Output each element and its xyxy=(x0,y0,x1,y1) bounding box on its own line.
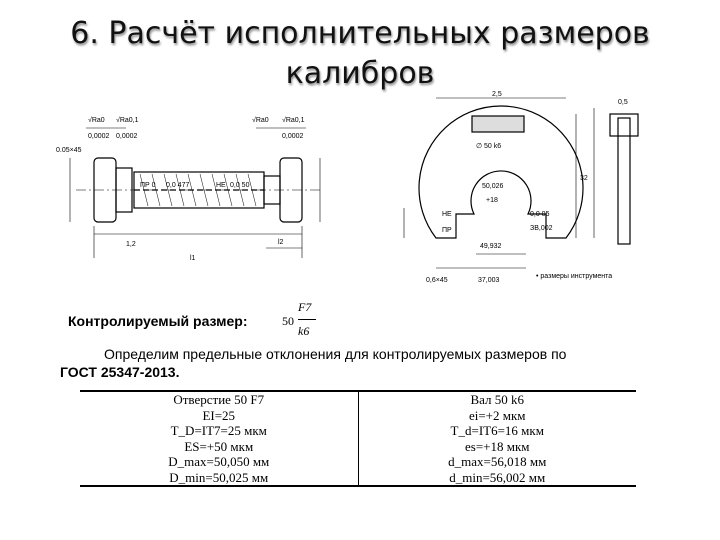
plug-gauge-drawing xyxy=(56,108,336,268)
snap-label-side-a: 32 xyxy=(580,175,588,182)
snap-label-dim-b: 0,0 05 xyxy=(530,211,550,218)
plug-label-nogo-marker: НЕ xyxy=(216,182,226,189)
snap-label-bottom-b: 37,003 xyxy=(478,277,500,284)
snap-label-ne: НЕ xyxy=(442,211,452,218)
plug-label-roughness-d: √Ra0,1 xyxy=(282,117,305,124)
title-line-1: 6. Расчёт исполнительных размеров xyxy=(70,16,650,51)
fraction-shaft-field: k6 xyxy=(298,324,310,338)
plug-label-dim-right: l2 xyxy=(278,239,284,246)
plug-label-dim-bottom: 1,2 xyxy=(126,241,136,248)
snap-label-side-b: 0,5 xyxy=(618,99,628,106)
shaft-line: Вал 50 k6 xyxy=(470,392,525,407)
shaft-line: d_min=56,002 мм xyxy=(449,469,546,485)
shaft-line: es=+18 мкм xyxy=(464,438,530,454)
snap-gauge-top-grip xyxy=(472,116,524,132)
fraction-nominal: 50 xyxy=(282,314,294,328)
shaft-line: ei=+2 мкм xyxy=(468,407,526,423)
plug-label-go-marker: ПР 0 xyxy=(140,182,156,189)
plug-label-roughness-a: √Ra0 xyxy=(88,117,105,124)
title-line-2: калибров xyxy=(285,56,435,91)
snap-gauge-side-plate xyxy=(618,118,630,244)
snap-label-top-dim: 2,5 xyxy=(492,91,502,98)
shaft-column xyxy=(358,391,636,486)
plug-label-dim-left: 0.05×45 xyxy=(56,147,82,154)
snap-gauge-drawing xyxy=(396,88,666,288)
hole-line: T_D=IT7=25 мкм xyxy=(170,423,267,438)
paragraph-line-2: ГОСТ 25347-2013. xyxy=(60,364,180,380)
hole-line: ES=+50 мкм xyxy=(184,438,254,454)
fraction-bar xyxy=(298,319,316,320)
slide-title xyxy=(0,14,720,94)
fraction-hole-field: F7 xyxy=(298,300,312,314)
table-row xyxy=(80,391,636,486)
snap-label-dim-e: 49,932 xyxy=(480,243,502,250)
plug-label-nogo-value: 0,0 50 xyxy=(230,182,250,189)
tolerance-table xyxy=(80,390,636,487)
plug-label-tol-a: 0,0002 xyxy=(88,133,110,140)
tolerance-fraction xyxy=(282,300,322,344)
hole-line: Отверстие 50 F7 xyxy=(173,392,265,407)
plug-label-roughness-c: √Ra0 xyxy=(252,117,269,124)
shaft-line: T_d=IT6=16 мкм xyxy=(450,423,544,438)
plug-label-tol-b: 0,0002 xyxy=(116,133,138,140)
plug-label-roughness-b: √Ra0,1 xyxy=(116,117,139,124)
snap-label-dim-c: +18 xyxy=(486,197,498,204)
snap-label-dim-a: 50,026 xyxy=(482,183,504,190)
snap-label-pr: ПР xyxy=(442,227,452,234)
plug-label-go-value: 0,0 477 xyxy=(166,182,190,189)
hole-column xyxy=(80,391,358,486)
snap-label-caption: • размеры инструмента xyxy=(536,273,613,280)
shaft-line: d_max=56,018 мм xyxy=(448,454,547,469)
snap-label-bottom-a: 0,6×45 xyxy=(426,277,448,284)
hole-line: D_max=50,050 мм xyxy=(168,454,270,469)
plug-label-dim-length: l1 xyxy=(190,255,196,262)
plug-label-tol-c: 0,0002 xyxy=(282,133,304,140)
hole-line: EI=25 xyxy=(202,407,236,423)
explanation-paragraph xyxy=(60,345,680,381)
snap-label-dim-d: ЗВ,002 xyxy=(530,225,553,232)
controlled-size-label: Контролируемый размер: xyxy=(68,313,248,329)
paragraph-line-1: Определим предельные отклонения для контролируемых размеров по xyxy=(104,346,567,362)
snap-label-shaft: ∅ 50 k6 xyxy=(476,143,502,150)
hole-line: D_min=50,025 мм xyxy=(169,469,269,485)
